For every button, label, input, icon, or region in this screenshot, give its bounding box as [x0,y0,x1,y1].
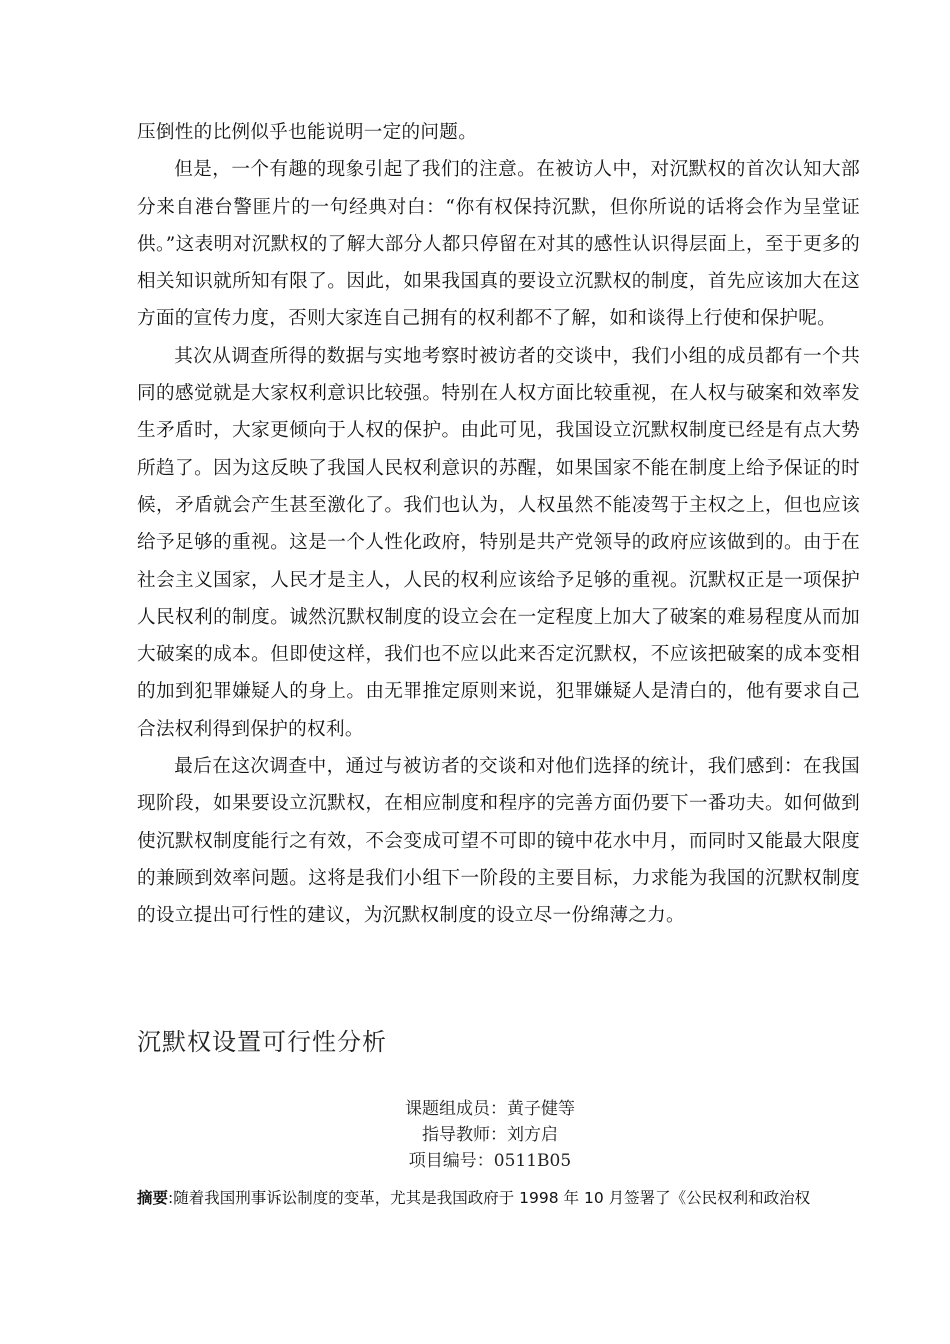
paragraph: 但是，一个有趣的现象引起了我们的注意。在被访人中，对沉默权的首次认知大部分来自港台警匪片的一句经典对白：“你有权保持沉默，但你所说的话将会作为呈堂证供。”这表明对沉默权的了解大部分人都只停留在对其的感性认识得层面上，至于更多的相关知识就所知有限了。因此，如果我国真的要设立沉默权的制度，首先应该加大在这方面的宣传力度，否则大家连自己拥有的权利都不了解，如和谈得上行使和保护呢。 [137,159,860,330]
body-text [137,114,860,935]
paragraph: 其次从调查所得的数据与实地考察时被访者的交谈中，我们小组的成员都有一个共同的感觉就是大家权利意识比较强。特别在人权方面比较重视，在人权与破案和效率发生矛盾时，大家更倾向于人权的保护。由此可见，我国设立沉默权制度已经是有点大势所趋了。因为这反映了我国人民权利意识的苏醒，如果国家不能在制度上给予保证的时候，矛盾就会产生甚至激化了。我们也认为，人权虽然不能凌驾于主权之上，但也应该给予足够的重视。这是一个人性化政府，特别是共产党领导的政府应该做到的。由于在社会主义国家，人民才是主人，人民的权利应该给予足够的重视。沉默权正是一项保护人民权利的制度。诚然沉默权制度的设立会在一定程度上加大了破案的难易程度从而加大破案的成本。但即使这样，我们也不应以此来否定沉默权，不应该把破案的成本变相的加到犯罪嫌疑人的身上。由无罪推定原则来说，犯罪嫌疑人是清白的，他有要求自己合法权利得到保护的权利。 [137,345,860,740]
abstract-text: :随着我国刑事诉讼制度的变革，尤其是我国政府于 1998 年 10 月签署了《公民权利和政治权 [168,1189,811,1207]
advisor-line: 指导教师：刘方启 [422,1125,558,1145]
paragraph-continuation: 压倒性的比例似乎也能说明一定的问题。 [137,122,478,143]
abstract [137,1186,877,1208]
author-info [0,1096,950,1174]
project-number-line: 项目编号：0511B05 [408,1151,572,1171]
abstract-label: 摘要 [137,1189,169,1207]
section-title: 沉默权设置可行性分析 [137,1028,387,1056]
members-line: 课题组成员：黄子健等 [405,1099,575,1119]
paragraph: 最后在这次调查中，通过与被访者的交谈和对他们选择的统计，我们感到：在我国现阶段，如果要设立沉默权，在相应制度和程序的完善方面仍要下一番功夫。如何做到使沉默权制度能行之有效，不会变成可望不可即的镜中花水中月，而同时又能最大限度的兼顾到效率问题。这将是我们小组下一阶段的主要目标，力求能为我国的沉默权制度的设立提出可行性的建议，为沉默权制度的设立尽一份绵薄之力。 [137,756,860,927]
